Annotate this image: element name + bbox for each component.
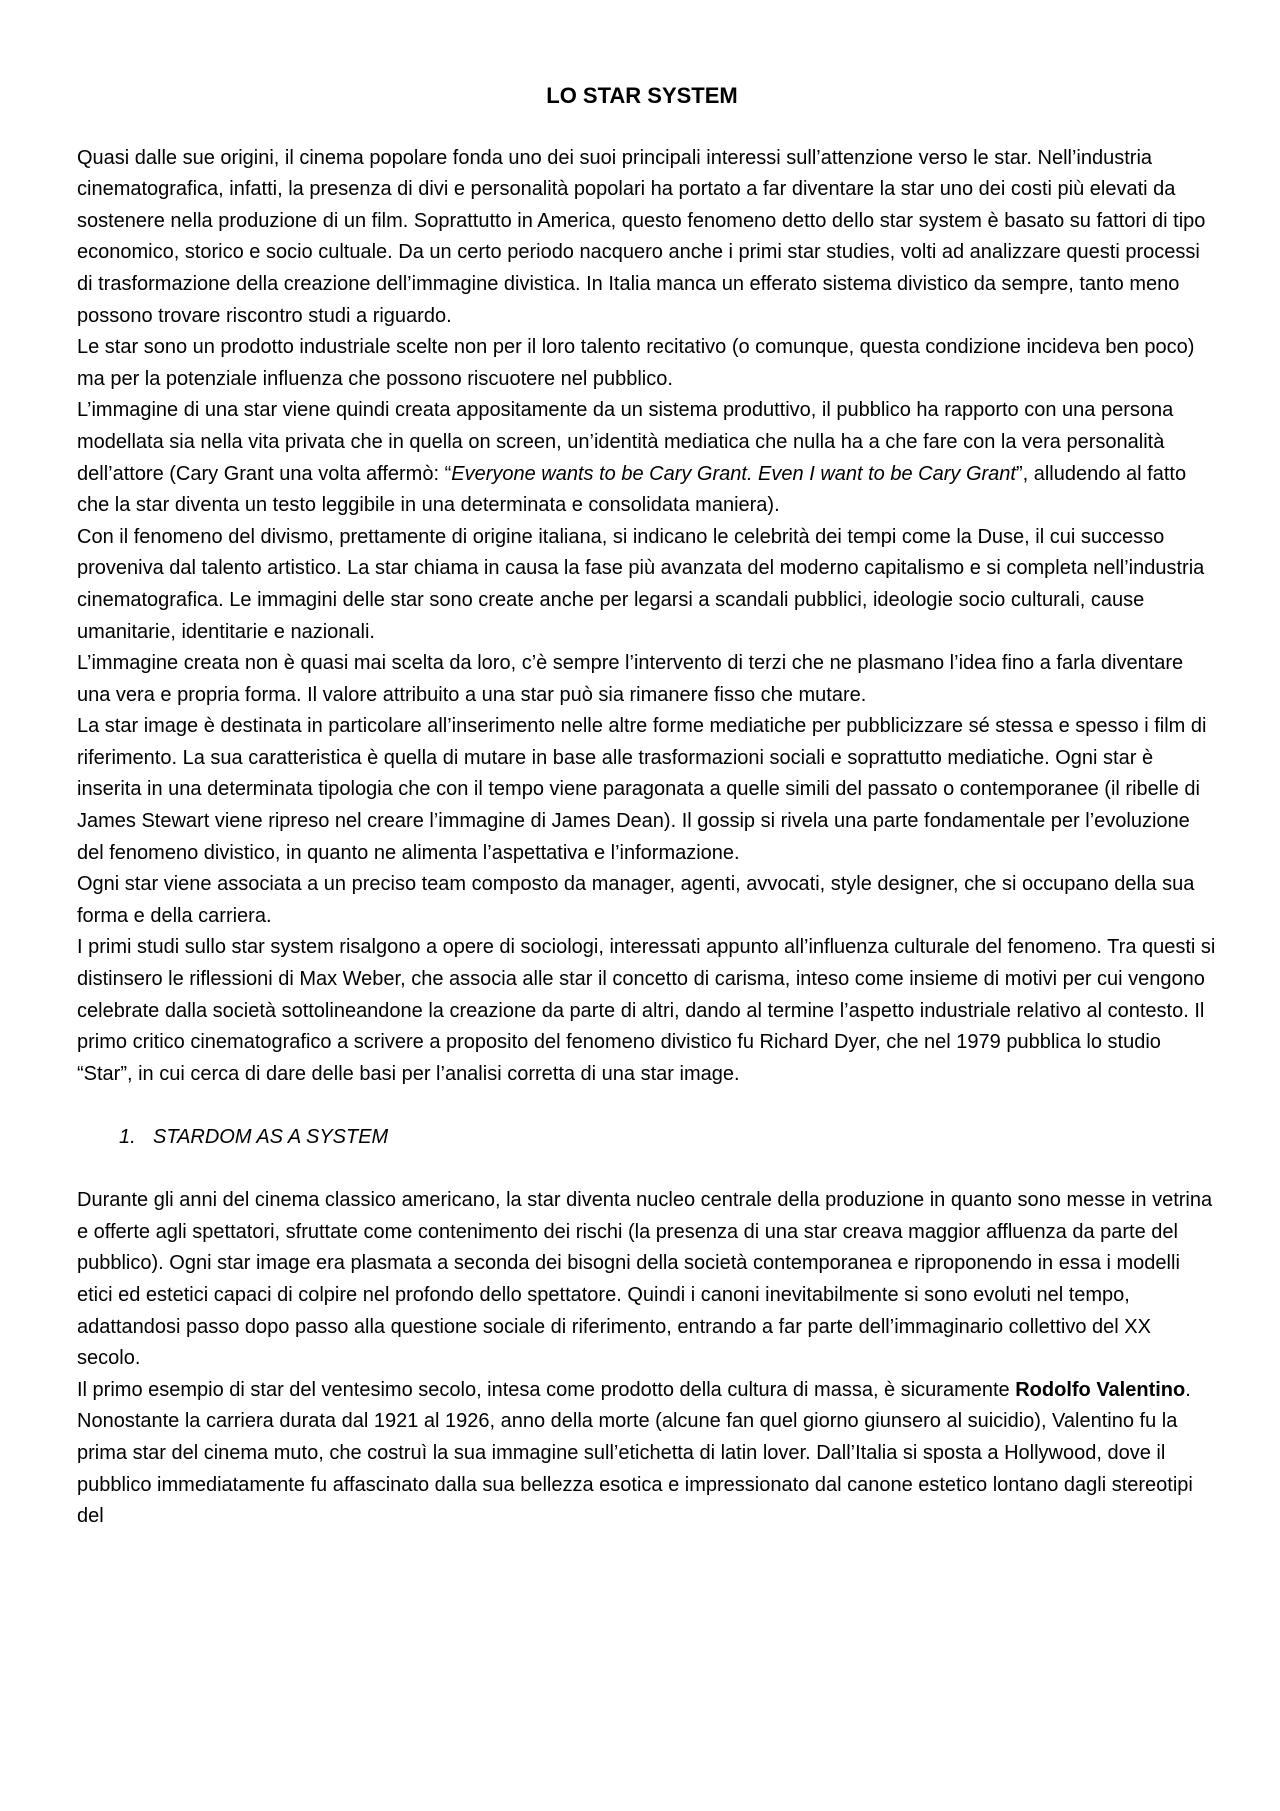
valentino-name: Rodolfo Valentino <box>1015 1378 1186 1401</box>
section-heading-text: STARDOM AS A SYSTEM <box>153 1126 389 1148</box>
paragraph-star-image: La star image è destinata in particolare all’inserimento nelle altre forme mediatiche per pubblicizzare sé stessa e spesso i film di riferimento. La sua caratteristica è quella di mutare in base alle trasformazioni sociali e soprattutto mediatiche. Ogni star è inserita in una determinata tipologia che con il tempo viene paragonata a quelle simili del passato o contemporanee (il ribelle di James Stewart viene ripreso nel creare l’immagine di James Dean). Il gossip si rivela una parte fondamentale per l’evoluzione del fenomeno divistico, in quanto ne alimenta l’aspettativa e l’informazione. <box>77 715 1207 864</box>
paragraph-divismo: Con il fenomeno del divismo, prettamente di origine italiana, si indicano le celebrità dei tempi come la Duse, il cui successo proveniva dal talento artistico. La star chiama in causa la fase più avanzata del moderno capitalismo e si completa nell’industria cinematografica. Le immagini delle star sono create anche per legarsi a scandali pubblici, ideologie socio culturali, cause umanitarie, identitarie e nazionali. <box>77 525 1205 643</box>
paragraph-cinema-classico: Durante gli anni del cinema classico americano, la star diventa nucleo centrale della produzione in quanto sono messe in vetrina e offerte agli spettatori, sfruttate come contenimento dei rischi (la presenza di una star creava maggior affluenza da parte del pubblico). Ogni star image era plasmata a seconda dei bisogni della società contemporanea e riproponendo in essa i modelli etici ed estetici capaci di colpire nel profondo dello spettatore. Quindi i canoni inevitabilmente si sono evoluti nel tempo, adattandosi passo dopo passo alla questione sociale di riferimento, entrando a far parte dell’immaginario collettivo del XX secolo. <box>77 1189 1213 1370</box>
cary-text-before: L’immagine di una star viene quindi creata appositamente da un sistema produttivo, il pubblico ha rapporto con una persona modellata sia nella vita privata che in quella on screen, un’identità mediatica che nulla ha a che fare con la vera personalità dell’attore (Cary Grant una volta affermò: “ <box>77 399 1174 485</box>
valentino-text-before: Il primo esempio di star del ventesimo secolo, intesa come prodotto della cultura di massa, è sicuramente <box>77 1378 1016 1401</box>
valentino-text-after: . Nonostante la carriera durata dal 1921 al 1926, anno della morte (alcune fan quel giorno giunsero al suicidio), Valentino fu la prima star del cinema muto, che costruì la sua immagine sull’etichetta di latin lover. Dall’Italia si sposta a Hollywood, dove il pubblico immediatamente fu affascinato dalla sua bellezza esotica e impressionato dal canone estetico lontano dagli stereotipi del <box>77 1378 1193 1528</box>
cary-text-after: ”, alludendo al fatto che la star diventa un testo leggibile in una determinata e consolidata maniera). <box>77 462 1187 517</box>
paragraph-cary-grant <box>77 395 1217 521</box>
spacer <box>77 1154 1217 1186</box>
cary-grant-quote: Everyone wants to be Cary Grant. Even I want to be Cary Grant <box>451 462 1016 485</box>
paragraph-primi-studi: I primi studi sullo star system risalgono a opere di sociologi, interessati appunto all’influenza culturale del fenomeno. Tra questi si distinsero le riflessioni di Max Weber, che associa alle star il concetto di carisma, inteso come insieme di motivi per cui vengono celebrate dalla società sottolineandone la creazione da parte di altri, dando al termine l’aspetto industriale relativo al contesto. Il primo critico cinematografico a scrivere a proposito del fenomeno divistico fu Richard Dyer, che nel 1979 pubblica lo studio “Star”, in cui cerca di dare delle basi per l’analisi corretta di una star image. <box>77 936 1216 1085</box>
paragraph-valentino <box>77 1375 1217 1533</box>
paragraph-intro-2: Le star sono un prodotto industriale scelte non per il loro talento recitativo (o comunque, questa condizione incideva ben poco) ma per la potenziale influenza che possono riscuotere nel pubblico. <box>77 336 1195 390</box>
paragraph-immagine-creata: L’immagine creata non è quasi mai scelta da loro, c’è sempre l’intervento di terzi che ne plasmano l’idea fino a farla diventare una vera e propria forma. Il valore attribuito a una star può sia rimanere fisso che mutare. <box>77 652 1184 706</box>
document-page <box>77 80 1217 1533</box>
section-number: 1. <box>119 1126 136 1148</box>
spacer <box>77 1090 1217 1122</box>
section-heading-stardom <box>77 1122 1217 1154</box>
document-title <box>77 80 1217 112</box>
paragraph-intro-1: Quasi dalle sue origini, il cinema popolare fonda uno dei suoi principali interessi sull’attenzione verso le star. Nell’industria cinematografica, infatti, la presenza di divi e personalità popolari ha portato a far diventare la star uno dei costi più elevati da sostenere nella produzione di un film. Soprattutto in America, questo fenomeno detto dello star system è basato su fattori di tipo economico, storico e socio cultuale. Da un certo periodo nacquero anche i primi star studies, volti ad analizzare questi processi di trasformazione della creazione dell’immagine divistica. In Italia manca un efferato sistema divistico da sempre, tanto meno possono trovare riscontro studi a riguardo. <box>77 146 1206 327</box>
paragraph-team: Ogni star viene associata a un preciso team composto da manager, agenti, avvocati, style designer, che si occupano della sua forma e della carriera. <box>77 873 1195 927</box>
document-title-text: LO STAR SYSTEM <box>546 83 738 108</box>
